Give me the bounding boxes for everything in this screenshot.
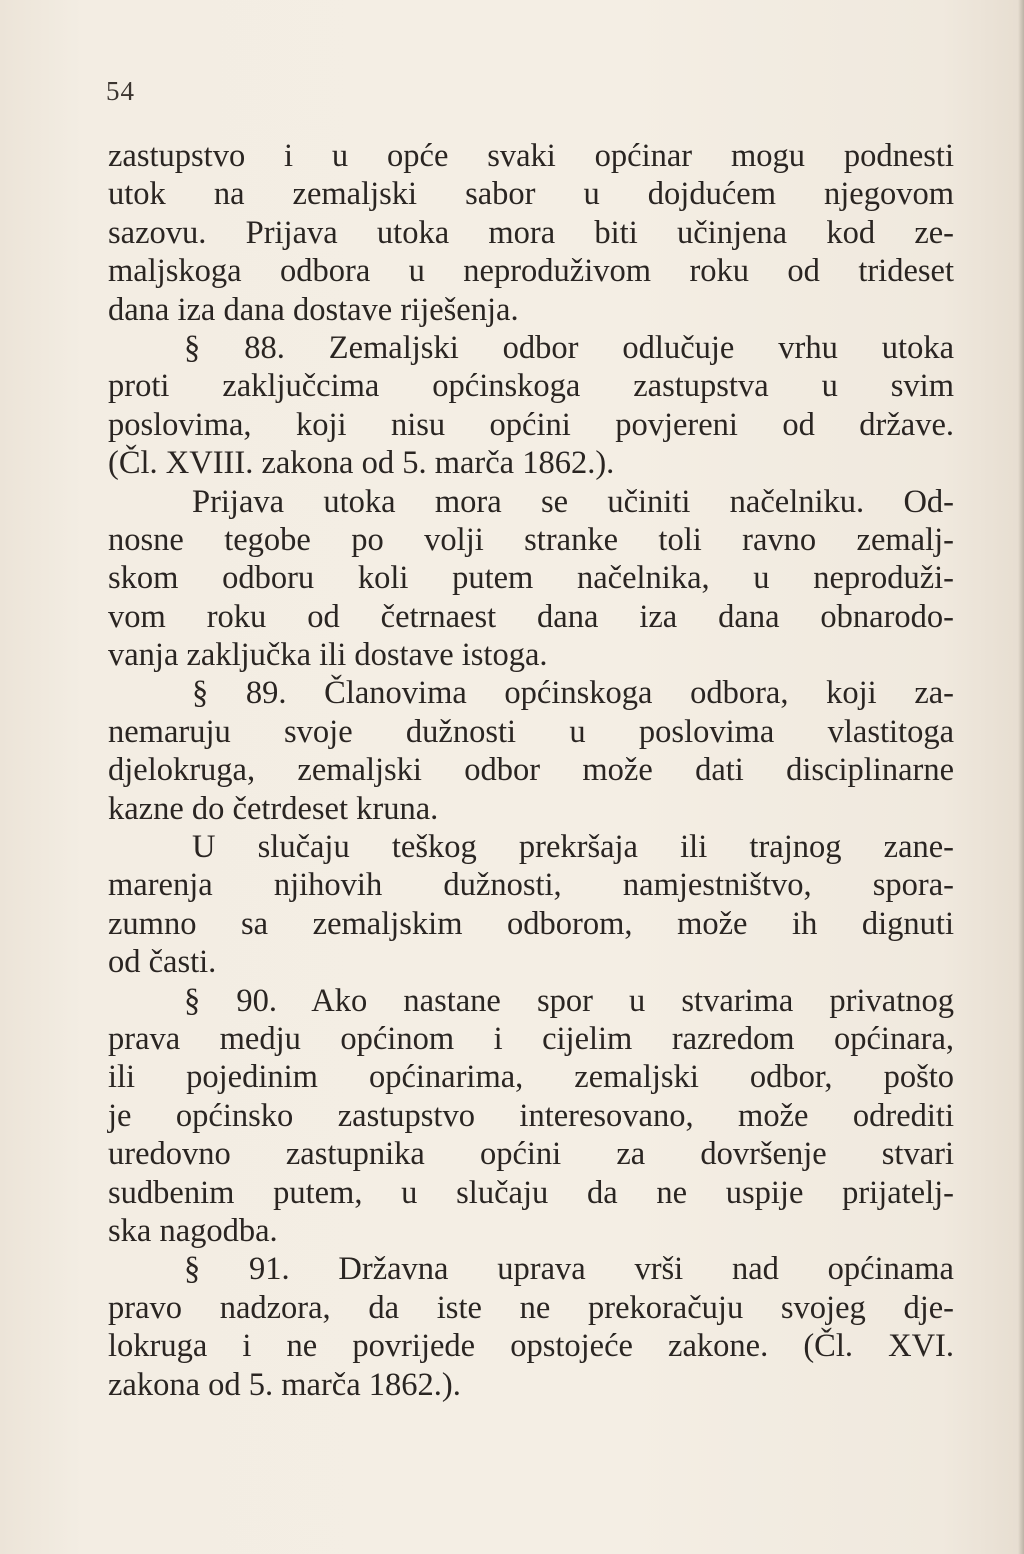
paragraph-start-line: U slučaju teškog prekršaja ili trajnog zane- — [192, 829, 954, 866]
text-line: zakona od 5. marča 1862.). — [108, 1366, 461, 1403]
text-line: poslovima, koji nisu općini povjereni od države. — [108, 406, 954, 443]
text-line: uredovno zastupnika općini za dovršenje stvari — [108, 1136, 954, 1173]
text-line: pravo nadzora, da iste ne prekoračuju svojeg dje- — [108, 1289, 954, 1326]
text-line: lokruga i ne povrijede opstojeće zakone. (Čl. XVI. — [108, 1328, 954, 1365]
text-line: ili pojedinim općinarima, zemaljski odbor, pošto — [108, 1059, 954, 1096]
text-line: maljskoga odbora u neproduživom roku od trideset — [108, 253, 954, 290]
text-line: kazne do četrdeset kruna. — [108, 790, 439, 827]
page-number: 54 — [106, 76, 135, 106]
text-line: vom roku od četrnaest dana iza dana obnarodo- — [108, 598, 954, 635]
text-line: (Čl. XVIII. zakona od 5. marča 1862.). — [108, 445, 615, 482]
text-line: marenja njihovih dužnosti, namjestništvo, spora- — [108, 867, 954, 904]
text-line: od časti. — [108, 944, 217, 981]
text-line: zastupstvo i u opće svaki općinar mogu podnesti — [108, 138, 954, 174]
text-line: vanja zaključka ili dostave istoga. — [108, 637, 548, 674]
text-line: sazovu. Prijava utoka mora biti učinjena kod ze- — [108, 214, 954, 251]
section-90-heading-line: § 90. Ako nastane spor u stvarima privatnog — [184, 982, 954, 1019]
text-line: sudbenim putem, u slučaju da ne uspije prijatelj- — [108, 1174, 954, 1211]
section-88-heading-line: § 88. Zemaljski odbor odlučuje vrhu utoka — [184, 329, 954, 366]
section-89-heading-line: § 89. Članovima općinskoga odbora, koji za- — [192, 675, 954, 712]
text-line: zumno sa zemaljskim odborom, može ih dignuti — [108, 905, 954, 942]
text-line: utok na zemaljski sabor u dojdućem njegovom — [108, 176, 954, 213]
text-line: dana iza dana dostave riješenja. — [108, 291, 519, 328]
text-line: je općinsko zastupstvo interesovano, može odrediti — [108, 1097, 954, 1134]
section-91-heading-line: § 91. Državna uprava vrši nad općinama — [184, 1251, 954, 1288]
text-line: djelokruga, zemaljski odbor može dati disciplinarne — [108, 752, 954, 789]
page-edge-shadow — [1018, 0, 1024, 1554]
text-line: ska nagodba. — [108, 1212, 278, 1249]
page-body-text — [108, 137, 954, 1404]
text-line: proti zaključcima općinskoga zastupstva u svim — [108, 368, 954, 405]
paragraph-start-line: Prijava utoka mora se učiniti načelniku. Od- — [192, 483, 954, 520]
text-line: nosne tegobe po volji stranke toli ravno zemalj- — [108, 521, 954, 558]
text-line: prava medju općinom i cijelim razredom općinara, — [108, 1020, 954, 1057]
text-line: skom odboru koli putem načelnika, u neproduži- — [108, 560, 954, 597]
text-line: nemaruju svoje dužnosti u poslovima vlastitoga — [108, 713, 954, 750]
